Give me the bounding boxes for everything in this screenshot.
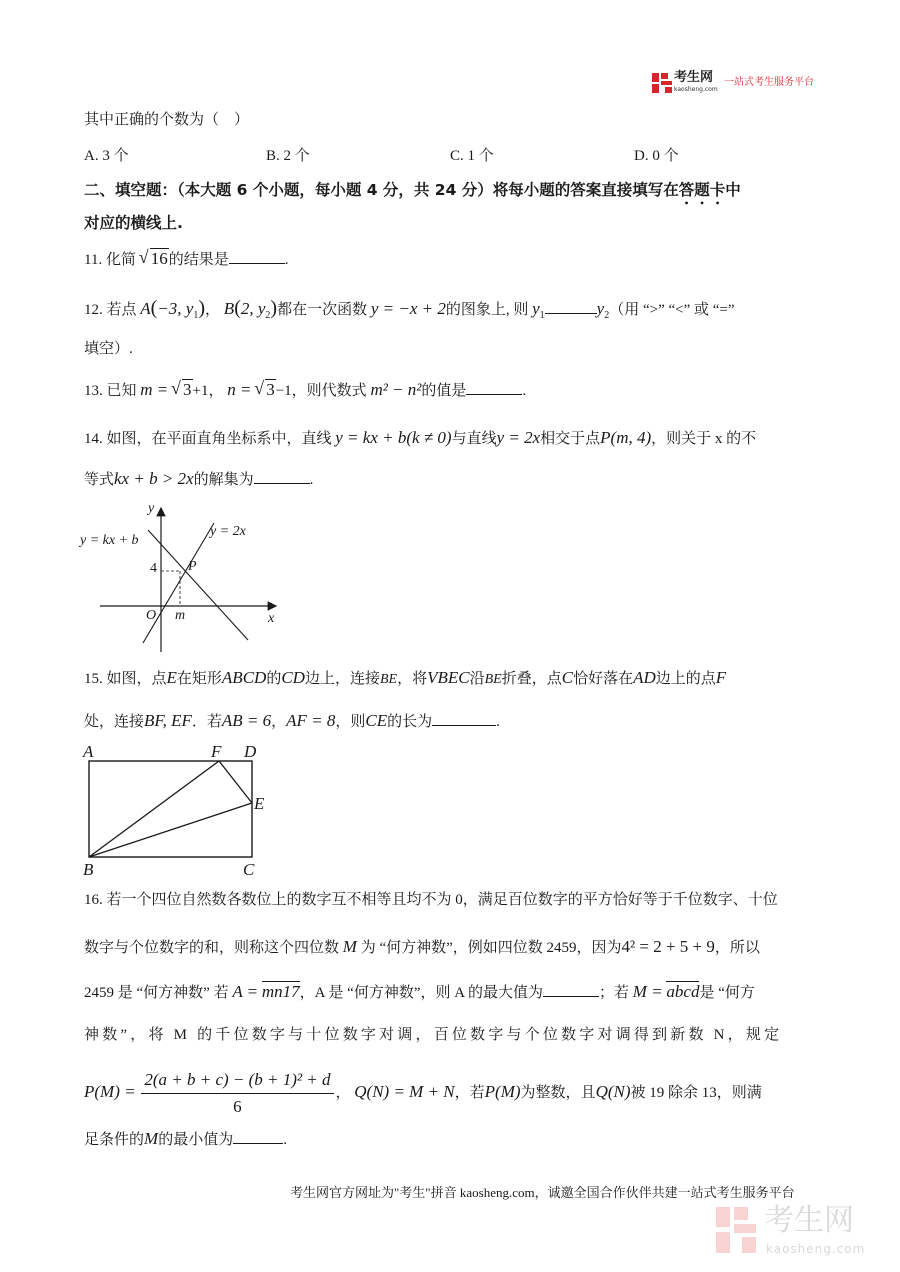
section-title-line2 (84, 213, 183, 233)
q15-e: E (166, 668, 177, 687)
q14-number: 14. (84, 431, 103, 447)
q12-text3: 的图象上, 则 (445, 302, 529, 318)
q13-n-tail: −1，则代数式 (275, 383, 367, 399)
q16-line2-a: 数字与个位数字的和，则称这个四位数 (84, 940, 340, 956)
q16-line5-a: ， (335, 1085, 351, 1101)
q12-text2: 都在一次函数 (277, 302, 368, 318)
q12-line2-text: 填空）. (84, 341, 133, 357)
q15-line2-a: 处，连接 (84, 714, 145, 730)
q11-radicand: 16 (150, 249, 168, 268)
q13-text: 已知 (106, 383, 137, 399)
option-b[interactable]: B. 2 个 (266, 148, 310, 164)
figure-14-svg (78, 500, 288, 655)
q13-m-tail: +1， (192, 383, 224, 399)
q12-point-a: A (140, 299, 151, 318)
q15-triangle: VBEC (427, 668, 470, 687)
option-d[interactable]: D. 0 个 (634, 148, 679, 164)
watermark-en: kaosheng.com (766, 1242, 866, 1256)
q15-ce: CE (365, 711, 388, 730)
q16-line5-b: ，若 (454, 1085, 485, 1101)
q16-example-eq: 4² = 2 + 5 + 9 (621, 937, 715, 956)
q14-eq1: y = kx + b (335, 428, 407, 447)
q13-text2: 的值是 (421, 383, 467, 399)
q15-c: C (561, 668, 574, 687)
q15-ad: AD (633, 668, 656, 687)
q15-text5: ，将 (397, 671, 428, 687)
q15-af: AF = 8 (286, 711, 336, 730)
q16-pm: P(M) (484, 1082, 521, 1101)
q16-a-eq: A = (232, 982, 259, 1001)
paren: ) (270, 297, 278, 319)
q14-text4: ，则关于 x 的不 (651, 431, 757, 447)
q15-answer-blank[interactable] (432, 710, 496, 726)
q12-y1: y (532, 299, 540, 318)
q13-n-eq: n = (227, 380, 252, 399)
section-title (84, 180, 741, 208)
watermark-cn: 考生网 (764, 1203, 854, 1238)
q16-answer-blank-2[interactable] (233, 1128, 283, 1144)
q14-point-p: P (600, 428, 611, 447)
q14-line2-b: 的解集为 (193, 472, 254, 488)
q15-text4: 边上，连接 (304, 671, 380, 687)
q14-inequality: kx + b > 2x (114, 469, 194, 488)
q11-sqrt (140, 249, 169, 269)
q15-f: F (715, 668, 727, 687)
q16-frac-denominator: 6 (233, 1097, 242, 1117)
label-point-p: P (188, 559, 197, 574)
q16-line3-b: ，A 是 “何方神数”，则 A 的最大值为 (299, 985, 543, 1001)
logo-en-text: kaosheng.com (674, 86, 718, 93)
segment-bf (89, 761, 219, 857)
logo-cn-text: 考生网 (674, 70, 714, 85)
question-16-line5 (84, 1062, 762, 1123)
q15-text6: 沿 (469, 671, 485, 687)
q11-end: . (284, 252, 289, 268)
q15-text2: 在矩形 (176, 671, 222, 687)
q15-cd: CD (281, 668, 305, 687)
q14-end: . (309, 472, 314, 488)
q14-line2-a: 等式 (84, 472, 115, 488)
q12-y2: y (596, 299, 605, 318)
q16-number: 16. (84, 892, 103, 908)
q16-line5-c: 为整数，且 (520, 1085, 596, 1101)
q16-p-lhs: P(M) = (84, 1082, 136, 1101)
question-12: 12. 若点 A(−3, $y_1$)， B(2, $y_2$)都在一次函数 y = −x + 2的图象上, 则 $y_1$ $y_2$（用 “>” “<” 或 “=” (84, 297, 735, 321)
label-a: A (83, 742, 94, 761)
q16-a-overline: mn17 (261, 982, 300, 1001)
figure-14 (78, 500, 288, 655)
q15-be2: BE (484, 672, 502, 687)
label-line-2x: y = 2x (210, 524, 246, 539)
label-origin: O (146, 608, 157, 623)
question-15 (84, 668, 726, 690)
question-14 (84, 428, 756, 449)
q13-rad: 3 (266, 380, 275, 399)
label-d: D (244, 742, 257, 761)
q16-line4: 神数”，将 M 的千位数字与十位数字对调，百位数字与个位数字对调得到新数 N，规定 (84, 1027, 783, 1043)
q12-a-args: −3, y (157, 299, 194, 318)
question-16 (84, 890, 778, 910)
q13-rad: 3 (183, 380, 192, 399)
footer-text: 考生网官方网址为"考生"拼音 kaosheng.com，诚邀全国合作伙伴共建一站式考生服务平台 (290, 1185, 795, 1200)
q11-text2: 的结果是 (168, 252, 229, 268)
section-title-emph: 答题卡 (678, 181, 726, 199)
q14-text: 如图，在平面直角坐标系中，直线 (106, 431, 332, 447)
q11-answer-blank[interactable] (229, 248, 285, 264)
question-13 (84, 379, 526, 401)
option-c[interactable]: C. 1 个 (450, 148, 494, 164)
q11-number: 11. (84, 252, 103, 268)
q12-y2-sub: 2 (604, 310, 610, 321)
q15-text9: 边上的点 (655, 671, 716, 687)
prev-question-stem (84, 110, 249, 130)
paren: ( (150, 297, 158, 319)
rectangle-abcd (89, 761, 252, 857)
section-title-line2-text: 对应的横线上. (84, 214, 183, 232)
q16-line3-d: 是 “何方 (699, 985, 755, 1001)
question-11 (84, 248, 288, 270)
q14-condition: (k ≠ 0) (406, 428, 452, 447)
q16-line2-b: 为 “何方神数”，例如四位数 2459，因为 (360, 940, 622, 956)
q15-text3: 的 (266, 671, 282, 687)
q16-line1: 若一个四位自然数各数位上的数字互不相等且均不为 0，满足百位数字的平方恰好等于千位数字、十位 (106, 892, 778, 908)
q16-m: M (342, 937, 357, 956)
q13-sqrt-m (172, 380, 193, 400)
label-line-kxb: y = kx + b (80, 533, 139, 548)
segment-fe (219, 761, 252, 803)
q12-y1-sub: 1 (539, 310, 545, 321)
q16-line6-b: 的最小值为 (158, 1132, 234, 1148)
q16-q-eq: Q(N) = M + N (354, 1082, 455, 1101)
question-15-line2 (84, 710, 500, 732)
q13-answer-blank[interactable] (466, 379, 522, 395)
label-y-axis: y (148, 501, 155, 516)
label-c: C (243, 860, 255, 879)
q15-text7: 折叠，点 (501, 671, 562, 687)
section-title-b: 中 (725, 181, 741, 199)
q15-ab: AB = 6 (221, 711, 272, 730)
label-b: B (83, 860, 94, 879)
q16-answer-blank-1[interactable] (543, 981, 599, 997)
q16-line3-c: ；若 (599, 985, 630, 1001)
q12-number: 12. (84, 302, 103, 318)
q16-line6-a: 足条件的 (84, 1132, 145, 1148)
label-f: F (211, 742, 222, 761)
q13-sqrt-n (255, 380, 276, 400)
q15-line2-c: ，则 (335, 714, 366, 730)
q15-be: BE (379, 672, 398, 687)
q15-line2-b: ．若 (191, 714, 222, 730)
watermark-logo-icon (716, 1207, 756, 1253)
q15-end: . (496, 714, 500, 730)
q12-answer-blank[interactable] (545, 298, 597, 314)
q16-m-overline: abcd (666, 982, 700, 1001)
q15-number: 15. (84, 671, 103, 687)
question-16-line2 (84, 937, 760, 958)
q15-abcd: ABCD (221, 668, 267, 687)
q16-end: . (283, 1132, 287, 1148)
question-16-line3 (84, 981, 755, 1003)
q12-text4: （用 “>” “<” 或 “=” (609, 302, 735, 318)
question-14-line2 (84, 468, 313, 490)
q16-m2: M (144, 1129, 159, 1148)
q12-sub2: 2 (265, 310, 271, 321)
line-kx-plus-b (148, 530, 248, 640)
q15-bf-ef: BF, EF (144, 711, 192, 730)
q16-fraction (141, 1069, 333, 1118)
option-a[interactable]: A. 3 个 (84, 148, 129, 164)
question-16-line4 (84, 1025, 782, 1045)
label-e: E (254, 794, 265, 813)
q15-text8: 恰好落在 (573, 671, 634, 687)
q14-text2: 与直线 (451, 431, 497, 447)
q14-p-args: (m, 4) (610, 428, 652, 447)
q16-line2-c: ，所以 (714, 940, 760, 956)
q11-text: 化简 (105, 252, 136, 268)
q15-line2-d: 的长为 (387, 714, 433, 730)
q12-sub1: 1 (193, 310, 199, 321)
q15-text1: 如图，点 (106, 671, 167, 687)
q16-line3-a: 2459 是 “何方神数” 若 (84, 985, 229, 1001)
section-title-a: 二、填空题：（本大题 6 个小题，每小题 4 分，共 24 分）将每小题的答案直接填写在 (84, 181, 679, 199)
q13-number: 13. (84, 383, 103, 399)
q16-frac-numerator: 2(a + b + c) − (b + 1)² + d (141, 1069, 333, 1094)
q16-m-eq: M = (632, 982, 663, 1001)
paren: ( (234, 297, 241, 319)
figure-15 (78, 740, 288, 880)
paren: ) (198, 297, 206, 319)
q13-m-eq: m = (140, 380, 169, 399)
q13-expression: m² − n² (370, 380, 422, 399)
q12-b-args: 2, y (240, 299, 266, 318)
segment-be (89, 803, 252, 857)
q16-qn: Q(N) (595, 1082, 631, 1101)
label-y-tick-4: 4 (150, 561, 157, 576)
q14-eq2: y = 2x (496, 428, 541, 447)
q14-answer-blank[interactable] (254, 468, 310, 484)
q12-point-b: B (223, 299, 235, 318)
label-x-axis: x (268, 611, 275, 626)
q16-line5-d: 被 19 除余 13，则满 (630, 1085, 762, 1101)
question-12-line2 (84, 339, 133, 359)
kaosheng-logo-icon (652, 73, 672, 93)
q14-text3: 相交于点 (540, 431, 601, 447)
q12-equation: y = −x + 2 (370, 299, 446, 318)
line-2x (143, 523, 214, 643)
question-16-line6 (84, 1128, 287, 1150)
q15-sep: ， (271, 714, 287, 730)
stem-text: 其中正确的个数为（ ） (84, 112, 250, 128)
q12-text: 若点 (106, 302, 137, 318)
header-slogan: 一站式考生服务平台 (724, 77, 814, 88)
q13-end: . (522, 383, 527, 399)
label-x-tick-m: m (175, 608, 186, 623)
